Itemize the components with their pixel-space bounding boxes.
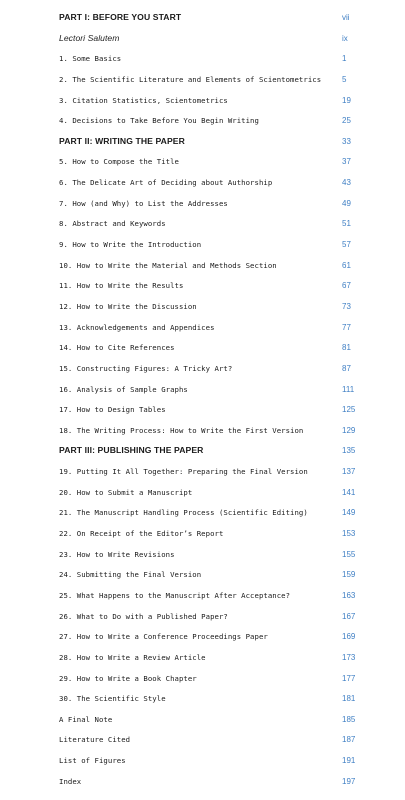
toc-entry[interactable] xyxy=(0,649,405,670)
page-number[interactable]: 49 xyxy=(342,198,351,208)
toc-entry[interactable] xyxy=(0,277,405,298)
toc-entry[interactable] xyxy=(0,484,405,505)
toc-entry[interactable] xyxy=(0,422,405,443)
entry-title: 8. Abstract and Keywords xyxy=(59,219,166,229)
page-number[interactable]: 173 xyxy=(342,652,356,662)
toc-entry[interactable] xyxy=(0,30,405,51)
toc-entry[interactable] xyxy=(0,690,405,711)
entry-title: 4. Decisions to Take Before You Begin Writing xyxy=(59,116,259,126)
page-number[interactable]: 77 xyxy=(342,322,351,332)
toc-entry[interactable] xyxy=(0,546,405,567)
entry-title: List of Figures xyxy=(59,756,126,766)
page-number[interactable]: 137 xyxy=(342,467,356,477)
toc-part-heading[interactable] xyxy=(0,442,405,463)
page-number[interactable]: vii xyxy=(342,13,350,22)
toc-entry[interactable] xyxy=(0,339,405,360)
page-number[interactable]: 141 xyxy=(342,487,356,497)
toc-entry[interactable] xyxy=(0,319,405,340)
entry-title: 6. The Delicate Art of Deciding about Authorship xyxy=(59,178,273,188)
part-title: PART III: PUBLISHING THE PAPER xyxy=(59,445,204,456)
page-number[interactable]: 19 xyxy=(342,95,351,105)
entry-title: 28. How to Write a Review Article xyxy=(59,652,206,662)
page-number[interactable]: 61 xyxy=(342,260,351,270)
toc-entry[interactable] xyxy=(0,215,405,236)
page-number[interactable]: 191 xyxy=(342,756,356,766)
entry-title: 19. Putting It All Together: Preparing the Final Version xyxy=(59,467,308,477)
entry-title: 30. The Scientific Style xyxy=(59,694,166,704)
toc-entry[interactable] xyxy=(0,381,405,402)
toc-entry[interactable] xyxy=(0,257,405,278)
toc-entry[interactable] xyxy=(0,752,405,773)
toc-part-heading[interactable] xyxy=(0,133,405,154)
entry-title: 18. The Writing Process: How to Write the First Version xyxy=(59,425,304,435)
toc-entry[interactable] xyxy=(0,711,405,732)
toc-entry[interactable] xyxy=(0,153,405,174)
page-number[interactable]: 57 xyxy=(342,240,351,250)
page-number[interactable]: 1 xyxy=(342,54,347,64)
toc-entry[interactable] xyxy=(0,92,405,113)
entry-title: Lectori Salutem xyxy=(59,32,120,43)
entry-title: 5. How to Compose the Title xyxy=(59,157,179,167)
entry-title: 1. Some Basics xyxy=(59,54,122,64)
part-title: PART II: WRITING THE PAPER xyxy=(59,135,185,146)
toc-entry[interactable] xyxy=(0,298,405,319)
page-number[interactable]: 25 xyxy=(342,116,351,126)
page-number[interactable]: 87 xyxy=(342,363,351,373)
entry-title: A Final Note xyxy=(59,714,113,724)
toc-entry[interactable] xyxy=(0,731,405,752)
page-number[interactable]: 111 xyxy=(342,384,355,394)
page-number[interactable]: 197 xyxy=(342,776,356,786)
toc-entry[interactable] xyxy=(0,174,405,195)
toc-entry[interactable] xyxy=(0,195,405,216)
page-number[interactable]: 153 xyxy=(342,529,356,539)
entry-title: 3. Citation Statistics, Scientometrics xyxy=(59,95,228,105)
entry-title: 11. How to Write the Results xyxy=(59,281,184,291)
toc-entry[interactable] xyxy=(0,50,405,71)
entry-title: 15. Constructing Figures: A Tricky Art? xyxy=(59,363,233,373)
page-number[interactable]: 67 xyxy=(342,281,351,291)
entry-title: 7. How (and Why) to List the Addresses xyxy=(59,198,228,208)
entry-title: Literature Cited xyxy=(59,735,131,745)
toc-entry[interactable] xyxy=(0,401,405,422)
toc-entry[interactable] xyxy=(0,587,405,608)
entry-title: 9. How to Write the Introduction xyxy=(59,240,202,250)
page-number[interactable]: 51 xyxy=(342,219,351,229)
entry-title: 16. Analysis of Sample Graphs xyxy=(59,384,188,394)
entry-title: 20. How to Submit a Manuscript xyxy=(59,487,193,497)
entry-title: 12. How to Write the Discussion xyxy=(59,301,197,311)
part-title: PART I: BEFORE YOU START xyxy=(59,12,182,22)
page-number[interactable]: 149 xyxy=(342,508,356,518)
entry-title: Index xyxy=(59,776,82,786)
page-number[interactable]: 81 xyxy=(342,343,351,353)
toc-entry[interactable] xyxy=(0,236,405,257)
toc-entry[interactable] xyxy=(0,628,405,649)
page-number[interactable]: 181 xyxy=(342,694,356,704)
page-number[interactable]: ix xyxy=(342,33,348,43)
page-number[interactable]: 33 xyxy=(342,136,351,146)
entry-title: 10. How to Write the Material and Methods Section xyxy=(59,260,277,270)
entry-title: 2. The Scientific Literature and Elements of Scientometrics xyxy=(59,74,322,84)
entry-title: 21. The Manuscript Handling Process (Scientific Editing) xyxy=(59,508,308,518)
toc-entry[interactable] xyxy=(0,463,405,484)
page-number[interactable]: 73 xyxy=(342,301,351,311)
page-number[interactable]: 177 xyxy=(342,673,356,683)
page-number[interactable]: 129 xyxy=(342,425,356,435)
entry-title: 13. Acknowledgements and Appendices xyxy=(59,322,215,332)
toc-entry[interactable] xyxy=(0,566,405,587)
page-number[interactable]: 167 xyxy=(342,611,356,621)
toc-entry[interactable] xyxy=(0,360,405,381)
entry-title: 14. How to Cite References xyxy=(59,343,175,353)
toc-entry[interactable] xyxy=(0,773,405,794)
toc-entry[interactable] xyxy=(0,504,405,525)
page-number[interactable]: 163 xyxy=(342,590,356,600)
entry-title: 22. On Receipt of the Editor’s Report xyxy=(59,529,224,539)
page-number[interactable]: 159 xyxy=(342,570,356,580)
page-number[interactable]: 125 xyxy=(342,405,356,415)
entry-title: 26. What to Do with a Published Paper? xyxy=(59,611,228,621)
entry-title: 17. How to Design Tables xyxy=(59,405,166,415)
entry-title: 24. Submitting the Final Version xyxy=(59,570,202,580)
page-number[interactable]: 169 xyxy=(342,632,356,642)
page-number[interactable]: 37 xyxy=(342,157,351,167)
entry-title: 29. How to Write a Book Chapter xyxy=(59,673,197,683)
page-number[interactable]: 43 xyxy=(342,178,351,188)
page-number[interactable]: 155 xyxy=(342,549,356,559)
page-number[interactable]: 135 xyxy=(342,446,356,456)
table-of-contents xyxy=(0,9,405,793)
toc-entry[interactable] xyxy=(0,670,405,691)
entry-title: 25. What Happens to the Manuscript After Acceptance? xyxy=(59,590,291,600)
toc-entry[interactable] xyxy=(0,525,405,546)
page-number[interactable]: 185 xyxy=(342,714,356,724)
entry-title: 27. How to Write a Conference Proceedings Paper xyxy=(59,632,268,642)
entry-title: 23. How to Write Revisions xyxy=(59,549,175,559)
toc-entry[interactable] xyxy=(0,112,405,133)
page-number[interactable]: 5 xyxy=(342,74,347,84)
toc-entry[interactable] xyxy=(0,608,405,629)
page-number[interactable]: 187 xyxy=(342,735,356,745)
toc-part-heading[interactable] xyxy=(0,9,405,30)
toc-entry[interactable] xyxy=(0,71,405,92)
